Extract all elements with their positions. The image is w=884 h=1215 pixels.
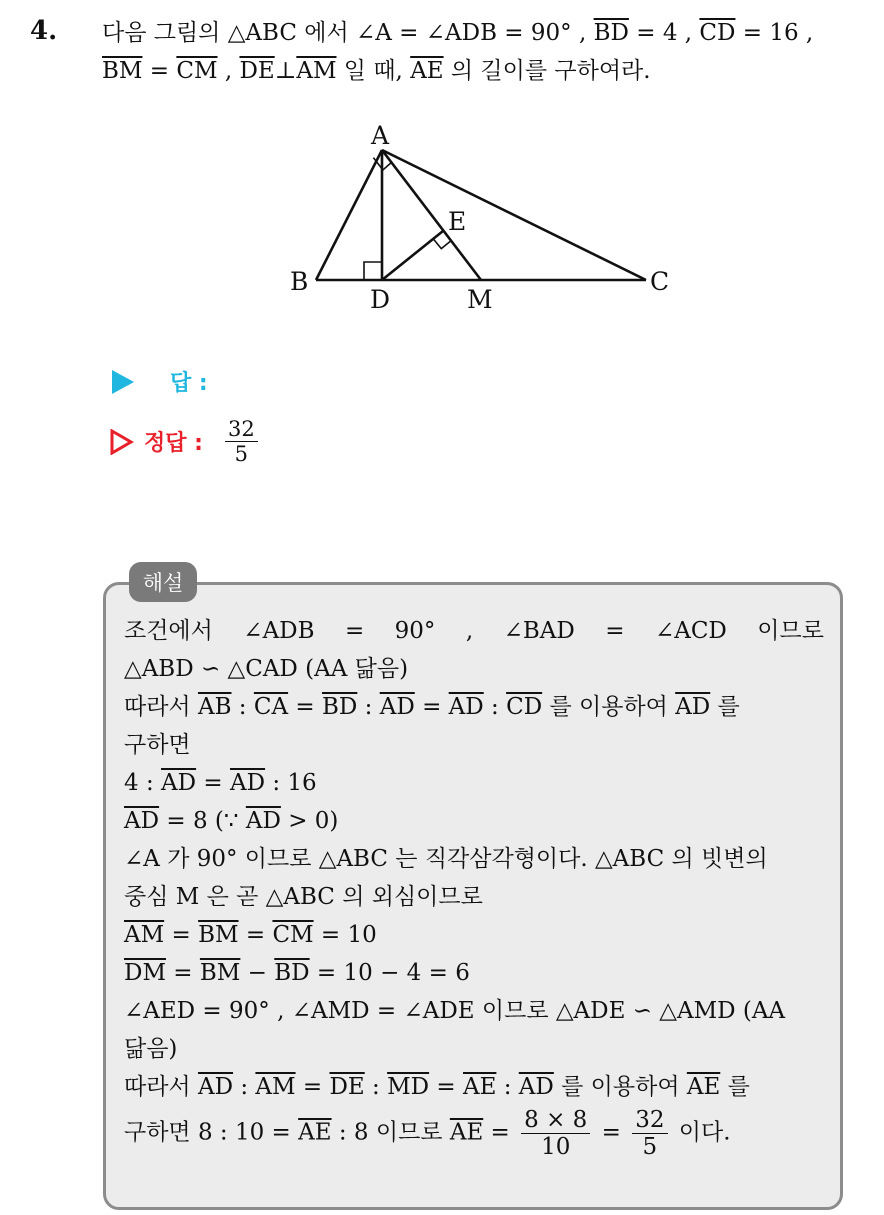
- question-text-part: ,: [217, 58, 240, 84]
- solution-word: ∠BAD: [503, 618, 575, 644]
- segment: $\overline{AD}$: [245, 808, 281, 834]
- segment-cd: $\overline{CD}$: [699, 20, 736, 46]
- question-text-part: = 4 ,: [628, 20, 700, 46]
- label-b: B: [290, 267, 309, 296]
- text: 를 이용하여: [542, 694, 676, 720]
- segment: $\overline{AE}$: [449, 1119, 484, 1146]
- solution-line-3: [124, 688, 824, 726]
- segment: $\overline{BM}$: [198, 922, 239, 948]
- right-angle-mark-d: [364, 262, 382, 280]
- solution-line-4: 구하면: [124, 732, 191, 758]
- text: :: [496, 1074, 519, 1100]
- fraction-numerator: 8 × 8: [521, 1108, 590, 1134]
- segment: $\overline{AD}$: [124, 808, 160, 834]
- segment: $\overline{AD}$: [675, 694, 711, 720]
- solution-word: =: [605, 618, 625, 644]
- text: > 0): [280, 808, 339, 834]
- solution-line-2: △ABD ∽ △CAD (AA 닮음): [124, 656, 409, 682]
- segment: $\overline{BD}$: [274, 960, 310, 986]
- question-line-2: [102, 52, 872, 90]
- solution-word: ∠ADB: [243, 618, 315, 644]
- text: 따라서: [124, 1074, 198, 1100]
- question-line-1: [102, 14, 872, 52]
- fraction-numerator: 32: [632, 1108, 667, 1134]
- correct-answer-fraction: [225, 418, 258, 465]
- segment-ae: $\overline{AE}$: [410, 58, 444, 84]
- text: =: [483, 1119, 518, 1146]
- question-text-part: =: [142, 58, 177, 84]
- text: =: [295, 1074, 330, 1100]
- text: = 10 − 4 = 6: [309, 960, 470, 986]
- text: =: [238, 922, 273, 948]
- solution-line-14: [124, 1108, 824, 1159]
- play-triangle-icon: [112, 370, 134, 394]
- label-e: E: [448, 207, 467, 236]
- label-m: M: [467, 285, 493, 314]
- solution-word: 이므로: [757, 618, 824, 644]
- question-text-part: 다음 그림의 △ABC 에서 ∠A = ∠ADB = 90° ,: [102, 20, 594, 46]
- outlined-triangle-icon: [110, 429, 134, 455]
- solution-tag: 해설: [129, 562, 197, 602]
- solution-word: =: [344, 618, 365, 644]
- perpendicular-symbol: ⊥: [274, 58, 297, 84]
- text: =: [166, 960, 200, 986]
- text: : 8 이므로: [331, 1119, 450, 1146]
- solution-word: 조건에서: [124, 618, 213, 644]
- text: 구하면 8 : 10 =: [124, 1119, 299, 1146]
- fraction-denominator: 5: [234, 442, 249, 467]
- segment-bd: $\overline{BD}$: [593, 20, 629, 46]
- fraction-numerator: 32: [225, 418, 258, 442]
- segment: $\overline{AD}$: [448, 694, 484, 720]
- segment-am: $\overline{AM}$: [296, 58, 337, 84]
- segment-de-line: [382, 231, 443, 280]
- text: :: [364, 1074, 388, 1100]
- text: = 8 (∵: [159, 808, 246, 834]
- text: 를: [710, 694, 740, 720]
- segment: $\overline{CD}$: [506, 694, 543, 720]
- text: :: [233, 1074, 256, 1100]
- correct-answer-row: [110, 418, 262, 465]
- question-text-part: = 16 ,: [735, 20, 814, 46]
- text: =: [594, 1119, 629, 1146]
- solution-line-7: ∠A 가 90° 이므로 △ABC 는 직각삼각형이다. △ABC 의 빗변의: [124, 846, 768, 872]
- answer-label: 답 :: [170, 371, 208, 396]
- label-c: C: [650, 267, 670, 296]
- solution-line-13: [124, 1068, 824, 1106]
- text: =: [414, 694, 449, 720]
- right-angle-mark-e: [433, 239, 451, 249]
- solution-word: 90°: [394, 618, 436, 644]
- segment: $\overline{AE}$: [686, 1074, 721, 1100]
- segment: $\overline{AD}$: [379, 694, 415, 720]
- label-a: A: [371, 121, 390, 150]
- solution-line-6: [124, 802, 824, 840]
- solution-line-9: [124, 916, 824, 954]
- solution-word: ∠ACD: [654, 618, 727, 644]
- text: =: [164, 922, 199, 948]
- text: :: [231, 694, 254, 720]
- segment: $\overline{BM}$: [199, 960, 241, 986]
- question-text-part: 의 길이를 구하여라.: [443, 58, 651, 84]
- text: 이다.: [671, 1119, 731, 1146]
- segment: $\overline{DM}$: [124, 960, 166, 986]
- segment: $\overline{AM}$: [255, 1074, 296, 1100]
- segment: $\overline{AE}$: [298, 1119, 332, 1146]
- segment: $\overline{DE}$: [329, 1074, 365, 1100]
- fraction-denominator: 10: [541, 1134, 571, 1161]
- segment: $\overline{AD}$: [518, 1074, 554, 1100]
- text: =: [288, 694, 322, 720]
- text: : 16: [265, 770, 317, 796]
- solution-body: [124, 612, 824, 1159]
- side-ac: [382, 150, 646, 280]
- fraction-8x8-over-10: [521, 1108, 590, 1159]
- solution-line-11: ∠AED = 90° , ∠AMD = ∠ADE 이므로 △ADE ∽ △AMD (AA: [124, 998, 786, 1024]
- solution-line-5: [124, 764, 824, 802]
- text: 따라서: [124, 694, 198, 720]
- segment: $\overline{AM}$: [124, 922, 165, 948]
- text: = 10: [313, 922, 377, 948]
- text: 를: [720, 1074, 750, 1100]
- side-ab: [316, 150, 382, 280]
- segment: $\overline{AB}$: [197, 694, 232, 720]
- answer-row: [112, 366, 208, 397]
- segment: $\overline{MD}$: [387, 1074, 430, 1100]
- question-text-part: 일 때,: [336, 58, 411, 84]
- text: 4 :: [124, 770, 162, 796]
- segment: $\overline{AD}$: [161, 770, 197, 796]
- text: =: [429, 1074, 463, 1100]
- text: 를 이용하여: [553, 1074, 687, 1100]
- solution-word: ,: [465, 618, 474, 644]
- segment-de: $\overline{DE}$: [239, 58, 275, 84]
- text: =: [196, 770, 230, 796]
- segment: $\overline{CM}$: [272, 922, 314, 948]
- solution-line-12: 닮음): [124, 1036, 178, 1062]
- solution-line-10: [124, 954, 824, 992]
- correct-answer-label: 정답 :: [144, 431, 203, 457]
- segment: $\overline{AD}$: [197, 1074, 234, 1100]
- segment: $\overline{BD}$: [321, 694, 358, 720]
- text: −: [240, 960, 275, 986]
- label-d: D: [370, 285, 391, 314]
- fraction-denominator: 5: [642, 1134, 658, 1161]
- text: :: [483, 694, 507, 720]
- question-number: 4.: [30, 16, 58, 46]
- segment: $\overline{AE}$: [463, 1074, 497, 1100]
- segment-cm: $\overline{CM}$: [176, 58, 218, 84]
- solution-line-1: [124, 612, 824, 650]
- fraction-32-over-5: [632, 1108, 667, 1159]
- text: :: [357, 694, 380, 720]
- segment-bm: $\overline{BM}$: [102, 58, 143, 84]
- solution-line-8: 중심 M 은 곧 △ABC 의 외심이므로: [124, 884, 483, 910]
- segment: $\overline{AD}$: [229, 770, 266, 796]
- triangle-figure: [288, 120, 678, 320]
- question-text: [102, 14, 872, 90]
- segment: $\overline{CA}$: [253, 694, 289, 720]
